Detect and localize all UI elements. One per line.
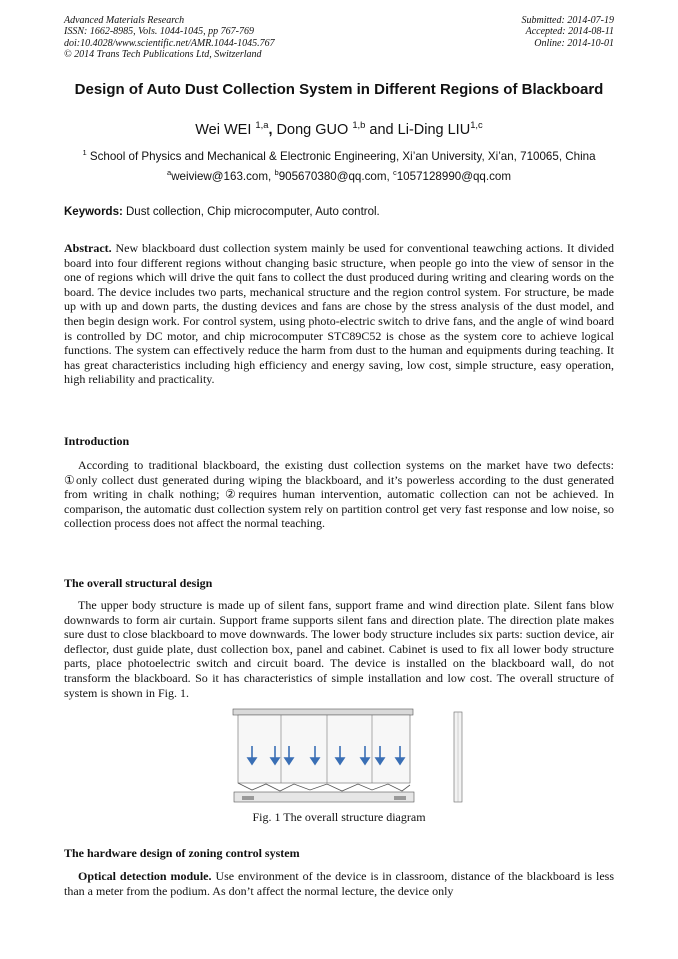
structure-diagram (232, 708, 472, 808)
email-link[interactable]: 905670380@qq.com, (278, 170, 390, 183)
email-sup: b (274, 168, 279, 178)
keywords-text: Dust collection, Chip microcomputer, Auto control. (126, 206, 380, 218)
affiliation-sup: 1 (82, 148, 87, 158)
introduction-text: According to traditional blackboard, the existing dust collection systems on the market have two defects: ①only collect dust generated during wiping the blackboard, and it’s powerless according to the dust generated from writing in chalk nothing; ②requires human intervention, automatic collection can not be achieved. In comparison, the automatic dust collection system rely on partition control get very fast response and low noise, so collection process does not affect the normal teaching. (64, 458, 614, 531)
keywords (64, 206, 614, 218)
blackboard-panel (238, 715, 410, 783)
email-sup: a (166, 168, 172, 178)
author-name: Wei WEI (195, 122, 252, 138)
accepted-date: Accepted: 2014-08-11 (525, 26, 614, 38)
journal-issn: ISSN: 1662-8985, Vols. 1044-1045, pp 767-769 (64, 26, 254, 38)
abstract (64, 241, 614, 387)
keywords-label: Keywords: (64, 206, 123, 218)
journal-info (64, 15, 275, 61)
journal-name: Advanced Materials Research (64, 15, 185, 26)
affiliation (64, 150, 614, 163)
paper-title: Design of Auto Dust Collection System in Different Regions of Blackboard (74, 81, 604, 98)
abstract-label: Abstract. (64, 241, 112, 255)
lower-cabinet (234, 792, 414, 802)
figure-caption: Fig. 1 The overall structure diagram (252, 810, 426, 824)
email-sup: c (392, 168, 397, 178)
cabinet-foot (242, 796, 254, 800)
submitted-date: Submitted: 2014-07-19 (521, 15, 614, 26)
journal-copyright: © 2014 Trans Tech Publications Ltd, Switzerland (64, 49, 262, 61)
hardware-text (64, 869, 614, 898)
overall-text: The upper body structure is made up of silent fans, support frame and wind direction plate. Silent fans blow downwards to form air curtain. Support frame supports silent fans and direction plate. The direction plate makes sure dust to close blackboard to move downwards. The lower body structure includes six parts: suction device, air deflector, dust guide plate, dust collection box, panel and cabinet. Cabinet is used to fix all lower body structure parts, place photoelectric switch and circuit board. The device is installed on the blackboard wall, do not transform the blackboard. So it has characteristics of simple installation and low cost. The overall structure of system is shown in Fig. 1. (64, 598, 614, 700)
publication-dates (522, 15, 615, 49)
upper-frame (233, 709, 413, 715)
abstract-text: New blackboard dust collection system mainly be used for conventional teawching actions. It divided board into four different regions without changing basic structure, when people go into the view of sensor in the one of regions which will drive the quit fans to collect the dust produced during writing and clearing words on the board. The device includes two parts, mechanical structure and the region control system. For structure, be made up with up and down parts, the dusting devices and fans are chose by the stress analysis of the dust model, and then begin design work. For control system, using photo-electric switch to drive fans, and the angle of wind board is controlled by DC motor, and chip microcomputer STC89C52 is chose as the system core to achieve logical functions. The system can effectively reduce the harm from dust to the human and equipments during teaching. It has great characteristics including high efficiency and energy saving, low cost, simple structure, easy operation, high reliability and practicality. (64, 241, 615, 387)
online-date: Online: 2014-10-01 (534, 37, 614, 49)
section-heading-overall: The overall structural design (64, 576, 213, 590)
hardware-body: Use environment of the device is in classroom, distance of the blackboard is less than a meter from the podium. As don’t affect the normal lecture, the device only (64, 869, 615, 898)
author-name: Li-Ding LIU (397, 122, 471, 138)
section-heading-hardware: The hardware design of zoning control system (64, 846, 300, 860)
dust-guide-plate (238, 783, 410, 791)
author-sup: 1,c (470, 119, 483, 131)
author-and: and (369, 122, 394, 138)
author-sup: 1,a (255, 119, 269, 131)
email-list (64, 170, 614, 183)
hardware-lead: Optical detection module. (78, 869, 212, 883)
author-name: Dong GUO (276, 122, 349, 138)
email-link[interactable]: 1057128990@qq.com (396, 170, 512, 183)
email-link[interactable]: weiview@163.com, (171, 170, 272, 183)
author-sup: 1,b (352, 119, 366, 131)
affiliation-text: School of Physics and Mechanical & Electronic Engineering, Xi’an University, Xi’an, 710065, China (89, 150, 596, 163)
journal-doi: doi:10.4028/www.scientific.net/AMR.1044-1045.767 (64, 37, 275, 49)
author-list: Wei WEI $^{1,a}$, Dong GUO $^{1,b}$ and Li-Ding LIU$^{1,c}$ (195, 119, 483, 138)
cabinet-foot (394, 796, 406, 800)
section-heading-introduction: Introduction (64, 434, 130, 448)
